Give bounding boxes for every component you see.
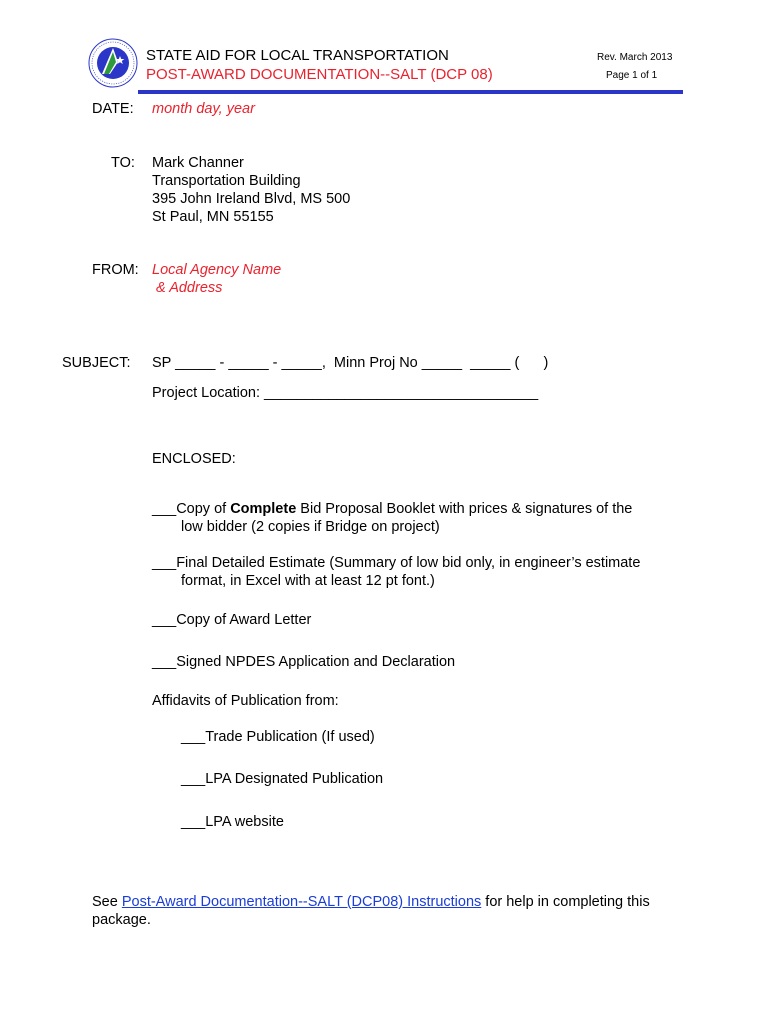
affidavit-lpa-publication: ___LPA Designated Publication	[181, 771, 384, 787]
to-line-name: Mark Channer	[152, 155, 244, 171]
to-label: TO:	[111, 155, 135, 171]
subject-project-numbers: SP _____ - _____ - _____, Minn Proj No _____ _____ ( )	[152, 355, 549, 371]
affidavit-lpa-website: ___LPA website	[181, 814, 284, 830]
item-prefix: ___Copy of	[152, 501, 231, 517]
enclosed-heading: ENCLOSED:	[152, 451, 236, 467]
header-subtitle: POST-AWARD DOCUMENTATION--SALT (DCP 08)	[146, 66, 493, 83]
footer-line2: package.	[92, 912, 151, 928]
item-rest: Bid Proposal Booklet with prices & signatures of the	[296, 501, 633, 517]
mndot-logo	[88, 38, 138, 88]
date-label: DATE:	[92, 101, 134, 117]
enclosed-item-estimate-line2: format, in Excel with at least 12 pt font.)	[181, 573, 435, 589]
revision-date: Rev. March 2013	[597, 52, 673, 63]
subject-label: SUBJECT:	[62, 355, 131, 371]
from-agency-address: & Address	[152, 280, 223, 296]
footer-rest: for help in completing this	[481, 894, 650, 910]
enclosed-item-bid-proposal-line2: low bidder (2 copies if Bridge on project)	[181, 519, 440, 535]
from-agency-name: Local Agency Name	[152, 262, 282, 278]
subject-project-location: Project Location: __________________________________	[152, 385, 539, 401]
to-line-street: 395 John Ireland Blvd, MS 500	[152, 191, 351, 207]
affidavit-trade-publication: ___Trade Publication (If used)	[181, 729, 375, 745]
footer-see: See	[92, 894, 122, 910]
header-rule	[138, 90, 683, 94]
to-line-city: St Paul, MN 55155	[152, 209, 274, 225]
to-line-building: Transportation Building	[152, 173, 301, 189]
instructions-link[interactable]: Post-Award Documentation--SALT (DCP08) Instructions	[121, 894, 482, 910]
enclosed-item-award-letter: ___Copy of Award Letter	[152, 612, 312, 628]
enclosed-item-estimate: ___Final Detailed Estimate (Summary of low bid only, in engineer’s estimate	[152, 555, 641, 571]
from-label: FROM:	[92, 262, 139, 278]
affidavits-heading: Affidavits of Publication from:	[152, 693, 339, 709]
date-value: month day, year	[152, 101, 255, 117]
footer-instructions	[92, 893, 650, 911]
enclosed-item-bid-proposal	[152, 500, 632, 518]
item-bold-complete: Complete	[230, 501, 297, 517]
page-number: Page 1 of 1	[606, 70, 658, 81]
enclosed-item-npdes: ___Signed NPDES Application and Declaration	[152, 654, 456, 670]
header-title: STATE AID FOR LOCAL TRANSPORTATION	[146, 47, 449, 64]
